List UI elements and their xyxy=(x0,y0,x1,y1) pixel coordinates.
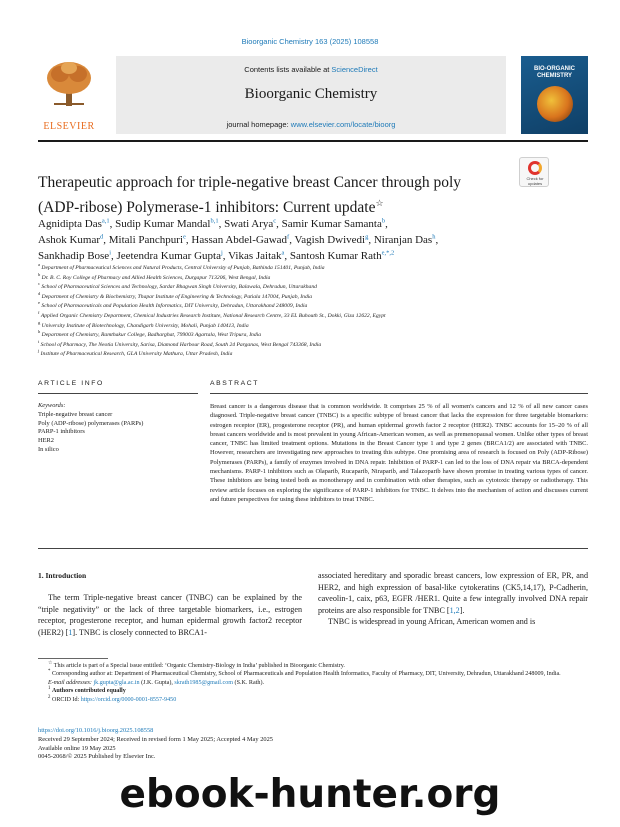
author-affil-link[interactable]: g xyxy=(365,233,369,241)
author-name: Samir Kumar Samanta xyxy=(281,218,382,230)
orcid-label: ORCID Id: xyxy=(51,696,81,703)
homepage-prefix: journal homepage: xyxy=(226,120,291,129)
publication-info xyxy=(38,727,588,762)
author-affil-link[interactable]: a,1 xyxy=(101,217,110,225)
footnote-divider xyxy=(38,658,108,659)
affiliation-text: School of Pharmaceuticals and Population Health Informatics, DIT University, Dehradun, Uttarakhand 248009, India xyxy=(41,303,308,310)
available-online-date: Available online 19 May 2025 xyxy=(38,744,116,752)
author-name: Agnidipta Das xyxy=(38,218,102,230)
author-separator: , xyxy=(435,234,439,246)
affiliation-key: e xyxy=(38,300,40,306)
author-affil-link[interactable]: e,*,2 xyxy=(381,249,395,257)
author-affil-link[interactable]: e xyxy=(183,233,186,241)
author-separator: , xyxy=(185,234,192,246)
introduction-heading: 1. Introduction xyxy=(38,571,87,580)
email-owner: (S.K. Rath). xyxy=(233,679,264,686)
paragraph-text: ]. TNBC is closely connected to BRCA1- xyxy=(72,627,207,637)
article-title xyxy=(38,173,488,218)
author-separator: , xyxy=(385,218,388,230)
keyword: In silico xyxy=(38,445,59,453)
article-info-heading: ARTICLE INFO xyxy=(38,380,104,387)
author-name: Sankhadip Bose xyxy=(38,250,110,262)
abstract-rule xyxy=(210,393,588,394)
author-name: Swati Arya xyxy=(224,218,274,230)
author-affil-link[interactable]: c xyxy=(273,217,277,225)
author-name: Vikas Jaitak xyxy=(228,250,282,262)
email-label: E-mail addresses: xyxy=(48,679,92,686)
watermark-text: ebook-hunter.org xyxy=(119,772,501,817)
affiliation xyxy=(38,312,583,322)
sciencedirect-link[interactable]: ScienceDirect xyxy=(331,65,378,74)
author-name: Niranjan Das xyxy=(373,234,433,246)
body-paragraph: TNBC is widespread in young African, American women and is xyxy=(328,617,536,627)
footnote-emails xyxy=(38,679,588,687)
affiliation-key: b xyxy=(38,271,41,277)
affiliation-text: Applied Organic Chemistry Department, Chemical Industries Research Institute, National Research Centre, 33 EL Buhouth St., Dokki, Giza 12622, Egypt xyxy=(40,312,386,319)
homepage-line xyxy=(116,120,506,129)
body-column-right xyxy=(318,570,588,628)
author-name: Mitali Panchpuri xyxy=(108,234,184,246)
body-column-left xyxy=(38,592,302,638)
author-separator: , xyxy=(276,218,282,230)
author-separator: , xyxy=(218,218,225,230)
affiliation xyxy=(38,350,583,360)
article-info-rule xyxy=(38,393,198,394)
copyright-line: 0045-2068/© 2025 Published by Elsevier Inc. xyxy=(38,753,156,761)
elsevier-logo[interactable] xyxy=(38,56,100,134)
author-affil-link[interactable]: d xyxy=(100,233,104,241)
affiliation-text: Department of Pharmaceutical Sciences and Natural Products, Central University of Punjab, Bathinda 151401, Punjab, India xyxy=(41,265,325,271)
journal-homepage-link[interactable]: www.elsevier.com/locate/bioorg xyxy=(290,120,396,129)
keyword: Poly (ADP-ribose) polymerases (PARPs) xyxy=(38,419,144,427)
footnote-text: This article is part of a Special issue entitled: ‘Organic Chemistry-Biology in India’ published in Bioorganic Chemistry. xyxy=(53,663,345,669)
affiliation-key: j xyxy=(38,348,40,354)
cover-artwork xyxy=(537,86,573,122)
cover-title: BIO-ORGANIC CHEMISTRY xyxy=(534,66,575,79)
affiliation-key: c xyxy=(38,281,40,287)
elsevier-tree-icon xyxy=(44,60,94,108)
author-name: Vagish Dwivedi xyxy=(294,234,366,246)
affiliation-text: Institute of Pharmaceutical Research, GLA University Mathura, Uttar Pradesh, India xyxy=(40,351,233,358)
affiliation-text: Dr. B. C. Roy College of Pharmacy and Allied Health Sciences, Durgapur 713206, West Bengal, India xyxy=(41,274,271,281)
affiliation-text: Department of Chemistry & Biochemistry, Thapar Institute of Engineering & Technology, Patiala 147004, Punjab, India xyxy=(41,293,313,300)
journal-cover-image[interactable] xyxy=(521,56,588,134)
article-title-text: Therapeutic approach for triple-negative breast Cancer through poly (ADP-ribose) Polymerase-1 inhibitors: Current update xyxy=(38,174,462,217)
author-name: Ashok Kumar xyxy=(38,234,101,246)
email-owner: (J.K. Gupta), xyxy=(139,679,175,686)
masthead-divider xyxy=(38,140,588,142)
affiliation-key: h xyxy=(38,329,41,335)
affiliation xyxy=(38,283,583,293)
paragraph-text: associated hereditary and sporadic breast cancers, low expression of ER, PR, and HER2, and high expression of basal-like cytokeratins (CK5,14,17), P-Cadherin, caveolin-1, caix, p63, EGFR /HER1. Quite a few integrally involved DNA repair proteins are also responsible for TNBC [ xyxy=(318,571,588,615)
email-link[interactable]: skrath1985@gmail.com xyxy=(174,679,234,686)
affiliation xyxy=(38,338,583,354)
author-affil-link[interactable]: h xyxy=(432,233,436,241)
author-affil-link[interactable]: i xyxy=(109,249,112,257)
citation-link[interactable]: 1 xyxy=(68,627,73,637)
journal-title: Bioorganic Chemistry xyxy=(244,86,378,102)
author-separator: , xyxy=(222,250,229,262)
orcid-link[interactable]: https://orcid.org/0000-0001-8557-9450 xyxy=(80,696,177,703)
affiliation-list xyxy=(38,264,583,360)
paragraph-text: ]. xyxy=(459,605,465,615)
author-name: Jeetendra Kumar Gupta xyxy=(116,250,221,262)
affiliation-key: f xyxy=(38,310,40,316)
author-separator: , xyxy=(368,234,374,246)
journal-masthead xyxy=(38,56,588,134)
author-name: Sudip Kumar Mandal xyxy=(115,218,211,230)
footnote-corresponding-author: * Corresponding author at: Department of Pharmaceutical Chemistry, School of Pharmaceuticals and Population Health Informatics, Faculty of Pharmacy, DIT, University, Dehradun, Uttarakhand 248009, India. xyxy=(48,669,561,678)
affiliation xyxy=(38,331,583,341)
affiliation-text: University Institute of Biotechnology, Chandigarh University, Mohali, Punjab 140413, India xyxy=(41,322,249,329)
author-separator: , xyxy=(109,218,116,230)
elsevier-wordmark: ELSEVIER xyxy=(43,121,95,132)
keyword: Triple-negative breast cancer xyxy=(38,410,113,418)
footnote-text: Authors contributed equally xyxy=(51,688,126,695)
email-link[interactable]: jk.gupta@gla.ac.in xyxy=(93,679,140,686)
author-affil-link[interactable]: a xyxy=(281,249,285,257)
keywords-label: Keywords: xyxy=(38,402,66,409)
check-for-updates-button[interactable] xyxy=(519,157,549,187)
author-separator: , xyxy=(289,234,295,246)
affiliation-text: School of Pharmaceutical Sciences and Technology, Sardar Bhagwan Singh University, Balawala, Dehradun, Uttarakhand xyxy=(41,284,317,291)
check-updates-icon xyxy=(528,161,542,175)
author-separator: , xyxy=(103,234,109,246)
abstract-heading: ABSTRACT xyxy=(210,380,260,387)
footnote-orcid: $^2$ ORCID Id: https://orcid.org/0000-0001-8557-9450 xyxy=(48,694,177,703)
affiliation xyxy=(38,302,583,312)
affiliation-key: g xyxy=(38,319,41,325)
doi-link[interactable]: https://doi.org/10.1016/j.bioorg.2025.108558 xyxy=(38,727,154,734)
affiliation xyxy=(38,319,583,335)
contents-prefix: Contents lists available at xyxy=(244,65,332,74)
masthead-center xyxy=(116,56,506,134)
author-affil-link[interactable]: b,1 xyxy=(210,217,219,225)
abstract-text: Breast cancer is a dangerous disease that is common worldwide. It comprises 25 % of all women's cancers and 12 % of all new cancer cases diagnosed. Triple-negative breast cancer (TNBC) is a specific subtype of breast cancer that lacks the expression for three targetable biomarkers: estrogen receptor (ER), progesterone receptor (PR), and human epidermal growth factor 2 receptor (HER2). TNBC accounts for 15–20 % of all breast cancers worldwide and is most prevalent in young African-American women, as well as premenopausal women. Unlike other types of breast cancer, TNBC has limited treatment options. Mutations in the Breast Cancer type 1 and type 2 genes (BRCA1/2) are associated with TNBC. However, researchers are investigating new approaches to treating this subtype. One promising area of research is focused on Poly (ADP-Ribose) Polymerases (PARPs), a family of enzymes involved in DNA repair. Inhibition of PARP-1 can led to the loss of DNA repair via BRCA-dependent mechanisms. PARP-1 inhibitors such as Olaparib, Rucaparib, Niraparib, and Talazoparib have shown promise in treating various types of cancer. These inhibitors are being tested both as monotherapy and in combination with other therapies, such as cytotoxic therapy or radiotherapy. This review article focuses on exploring the significance of PARP-1 inhibitors for TNBC. It delves into the mechanism of action and discusses current and future perspectives for using these inhibitors to treat TNBC. xyxy=(210,403,588,503)
keyword: HER2 xyxy=(38,437,54,445)
keywords-block xyxy=(38,402,198,455)
author-list xyxy=(38,216,583,264)
contents-line xyxy=(116,65,506,74)
affiliation xyxy=(38,264,583,274)
footnote-text: Corresponding author at: Department of Pharmaceutical Chemistry, School of Pharmaceuticals and Population Health Informatics, Faculty of Pharmacy, DIT, University, Dehradun, Uttarakhand 248009, India. xyxy=(51,671,561,678)
affiliation-text: School of Pharmacy, The Neotia University, Sarisa, Diamond Harbour Road, South 24 Parganas, West Bengal 743368, India xyxy=(40,341,322,348)
affiliation-key: a xyxy=(38,262,40,268)
footnote-equal-contribution: $^1$ Authors contributed equally xyxy=(48,686,126,695)
footnotes xyxy=(38,662,588,704)
title-footnote-mark[interactable]: ☆ xyxy=(375,198,384,208)
citation-link[interactable]: 1,2 xyxy=(449,605,460,615)
author-affil-link[interactable]: j xyxy=(220,249,223,257)
affiliation-key: i xyxy=(38,338,40,344)
body-paragraph xyxy=(318,570,588,616)
affiliation xyxy=(38,290,583,303)
author-affil-link[interactable]: b xyxy=(381,217,386,225)
check-updates-label: Check for updates xyxy=(526,176,544,186)
paragraph-text: The term Triple-negative breast cancer (TNBC) can be explained by the “triple negativity” or the lack of three targetable biomarkers, i.e., estrogen receptor, progesterone receptor, and human epidermal growth factor2 receptor (HER2) [ xyxy=(38,593,302,637)
affiliation-key: d xyxy=(38,290,41,296)
affiliation-text: Department of Chemistry, Ramthakur College, Badharghat, 799003 Agartala, West Tripura, India xyxy=(41,332,262,339)
author-separator: , xyxy=(284,250,290,262)
affiliation xyxy=(38,271,583,287)
author-name: Santosh Kumar Rath xyxy=(289,250,382,262)
body-paragraph xyxy=(38,592,302,638)
footnote-special-issue: ☆ This article is part of a Special issue entitled: ‘Organic Chemistry-Biology in India’ published in Bioorganic Chemistry. xyxy=(48,660,345,669)
journal-reference[interactable]: Bioorganic Chemistry 163 (2025) 108558 xyxy=(241,37,379,46)
history-dates: Received 29 September 2024; Received in revised form 1 May 2025; Accepted 4 May 2025 xyxy=(38,735,273,743)
author-separator: , xyxy=(111,250,117,262)
keyword: PARP-1 inhibitors xyxy=(38,428,85,436)
author-name: Hassan Abdel-Gawad xyxy=(191,234,288,246)
author-affil-link[interactable]: f xyxy=(287,233,290,241)
abstract-bottom-rule xyxy=(38,548,588,549)
